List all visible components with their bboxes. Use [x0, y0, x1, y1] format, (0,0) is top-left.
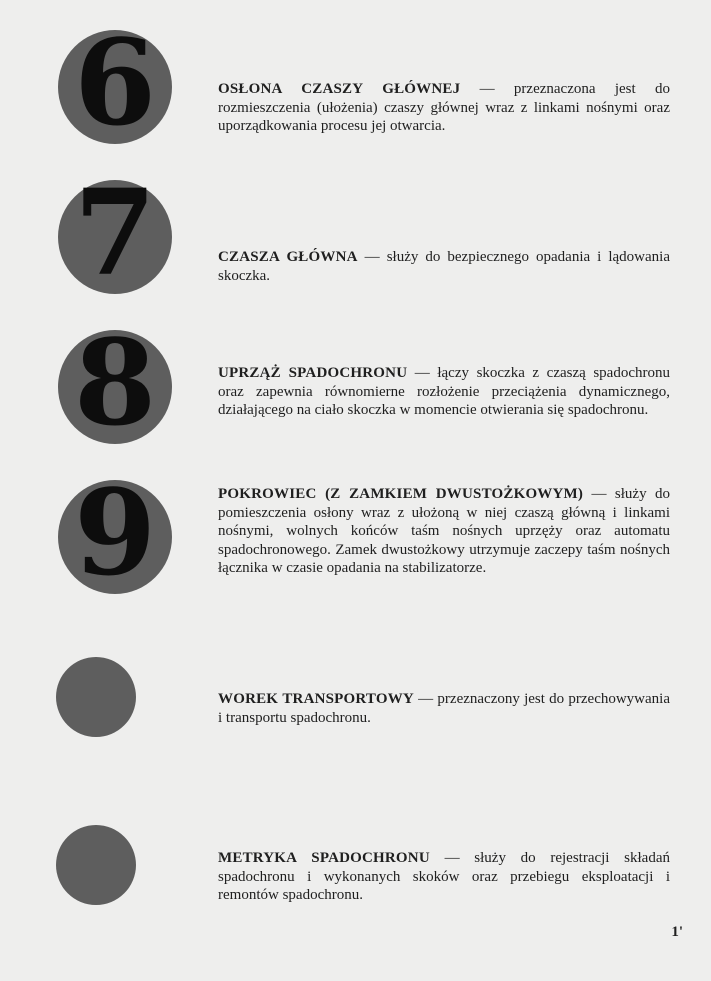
entry-uprzaz: [218, 364, 670, 420]
entry-term: POKROWIEC (Z ZAMKIEM DWUSTOŻKOWYM): [218, 486, 584, 502]
number-8: 8: [73, 313, 157, 452]
page-number: 1': [671, 924, 683, 940]
entry-text: — przeznaczona jest do rozmieszczenia (ułożenia) czaszy głównej wraz z linkami nośnymi oraz uporządkowania procesu jej otwarcia.: [218, 81, 670, 134]
number-9: 9: [73, 463, 157, 602]
entry-term: METRYKA SPADOCHRONU: [218, 850, 430, 866]
bullet-circle-worek: [56, 657, 136, 737]
entry-text: — służy do pomieszczenia osłony wraz z ułożoną w niej czaszą główną i linkami nośnymi, wolnych końców taśm nośnych uprzęży oraz automatu spadochronowego. Zamek dwustożkowy utrzymuje zaczepy taśm nośnych łącznika w czasie opadania na stabilizatorze.: [218, 486, 670, 576]
entry-text: — przeznaczony jest do przechowywania i transportu spadochronu.: [218, 691, 670, 726]
entry-oslona-czaszy: [218, 80, 670, 136]
entry-term: WOREK TRANSPORTOWY: [218, 691, 414, 707]
entry-term: UPRZĄŻ SPADOCHRONU: [218, 365, 408, 381]
bullet-circle-metryka: [56, 825, 136, 905]
entry-term: CZASZA GŁÓWNA: [218, 249, 358, 265]
entry-term: OSŁONA CZASZY GŁÓWNEJ: [218, 81, 461, 97]
entry-pokrowiec: [218, 485, 670, 578]
entry-czasza-glowna: [218, 248, 670, 285]
number-7: 7: [73, 163, 157, 302]
entry-text: — łączy skoczka z czaszą spadochronu oraz zapewnia równomierne rozłożenie przeciążenia dynamicznego, działającego na ciało skoczka w momencie otwierania się spadochronu.: [218, 365, 670, 418]
entry-worek: [218, 690, 670, 727]
entry-metryka: [218, 849, 670, 905]
number-6: 6: [73, 13, 157, 152]
entry-text: — służy do bezpiecznego opadania i lądowania skoczka.: [218, 249, 670, 284]
number-circle-6: [58, 13, 172, 152]
number-circle-8: [58, 313, 172, 452]
number-circle-9: [58, 463, 172, 602]
entry-text: — służy do rejestracji składań spadochronu i wykonanych skoków oraz przebiegu eksploatacji i remontów spadochronu.: [218, 850, 670, 903]
number-circle-7: [58, 163, 172, 302]
